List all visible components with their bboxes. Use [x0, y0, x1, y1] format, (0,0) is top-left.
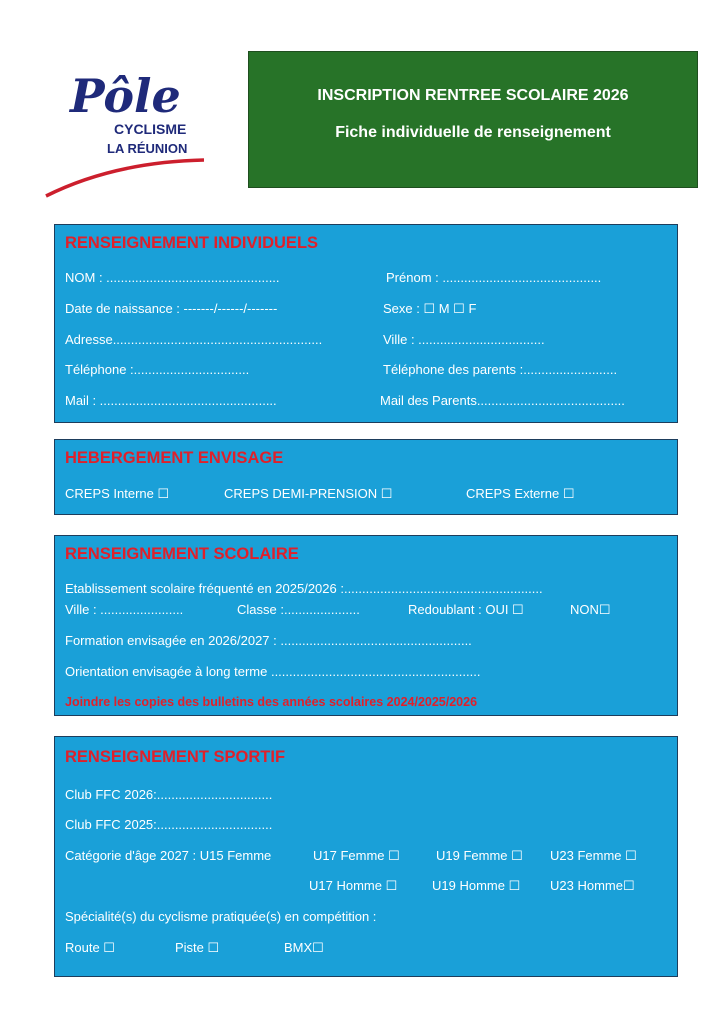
- nom-field[interactable]: NOM : ................................................: [65, 270, 280, 285]
- bmx-checkbox[interactable]: BMX☐: [284, 940, 324, 955]
- orientation-field[interactable]: Orientation envisagée à long terme ..........................................................: [65, 664, 481, 679]
- ville-field[interactable]: Ville : ...................................: [383, 332, 545, 347]
- date-naissance-field[interactable]: Date de naissance : -------/------/-------: [65, 301, 278, 316]
- club-ffc-2025-field[interactable]: Club FFC 2025:................................: [65, 817, 273, 832]
- redoublant-oui-checkbox[interactable]: Redoublant : OUI ☐: [408, 602, 524, 617]
- specialite-label: Spécialité(s) du cyclisme pratiquée(s) en compétition :: [65, 909, 377, 924]
- prenom-field[interactable]: Prénom : ............................................: [386, 270, 602, 285]
- categorie-u15-femme[interactable]: Catégorie d'âge 2027 : U15 Femme: [65, 848, 272, 863]
- u19-homme-checkbox[interactable]: U19 Homme ☐: [432, 878, 521, 893]
- section-scolaire: [54, 535, 678, 716]
- telephone-parents-field[interactable]: Téléphone des parents :..........................: [383, 362, 618, 377]
- adresse-field[interactable]: Adresse..........................................................: [65, 332, 323, 347]
- pole-cyclisme-logo: [44, 44, 206, 202]
- club-ffc-2026-field[interactable]: Club FFC 2026:................................: [65, 787, 273, 802]
- mail-field[interactable]: Mail : .................................................: [65, 393, 277, 408]
- section-scolaire-title: RENSEIGNEMENT SCOLAIRE: [65, 545, 299, 563]
- logo-line2: LA RÉUNION: [107, 141, 188, 156]
- logo-graphic: [44, 44, 206, 202]
- creps-demi-pension-checkbox[interactable]: CREPS DEMI-PRENSION ☐: [224, 486, 393, 501]
- logo-line1: CYCLISME: [114, 121, 187, 137]
- joindre-bulletins-notice: Joindre les copies des bulletins des années scolaires 2024/2025/2026: [65, 695, 478, 709]
- mail-parents-field[interactable]: Mail des Parents.........................................: [380, 393, 625, 408]
- piste-checkbox[interactable]: Piste ☐: [175, 940, 220, 955]
- section-hebergement-title: HEBERGEMENT ENVISAGE: [65, 449, 284, 467]
- etablissement-field[interactable]: Etablissement scolaire fréquenté en 2025/2026 :.......................................................: [65, 581, 543, 596]
- creps-externe-checkbox[interactable]: CREPS Externe ☐: [466, 486, 575, 501]
- creps-interne-checkbox[interactable]: CREPS Interne ☐: [65, 486, 170, 501]
- section-individuel: [54, 224, 678, 423]
- header-title: INSCRIPTION RENTREE SCOLAIRE 2026: [317, 87, 629, 104]
- header-banner: [248, 51, 698, 188]
- section-sportif: [54, 736, 678, 977]
- section-individuel-title: RENSEIGNEMENT INDIVIDUELS: [65, 234, 319, 252]
- u19-femme-checkbox[interactable]: U19 Femme ☐: [436, 848, 523, 863]
- u17-homme-checkbox[interactable]: U17 Homme ☐: [309, 878, 398, 893]
- scolaire-ville-field[interactable]: Ville : .......................: [65, 602, 184, 617]
- section-sportif-title: RENSEIGNEMENT SPORTIF: [65, 748, 286, 766]
- telephone-field[interactable]: Téléphone :................................: [65, 362, 250, 377]
- sexe-field[interactable]: Sexe : ☐ M ☐ F: [383, 301, 477, 316]
- redoublant-non-checkbox[interactable]: NON☐: [570, 602, 611, 617]
- formation-field[interactable]: Formation envisagée en 2026/2027 : .....................................................: [65, 633, 472, 648]
- header-subtitle: Fiche individuelle de renseignement: [335, 124, 611, 141]
- logo-word: Pôle: [70, 69, 181, 123]
- section-hebergement: [54, 439, 678, 515]
- classe-field[interactable]: Classe :.....................: [237, 602, 360, 617]
- u17-femme-checkbox[interactable]: U17 Femme ☐: [313, 848, 400, 863]
- u23-femme-checkbox[interactable]: U23 Femme ☐: [550, 848, 637, 863]
- u23-homme-checkbox[interactable]: U23 Homme☐: [550, 878, 635, 893]
- route-checkbox[interactable]: Route ☐: [65, 940, 115, 955]
